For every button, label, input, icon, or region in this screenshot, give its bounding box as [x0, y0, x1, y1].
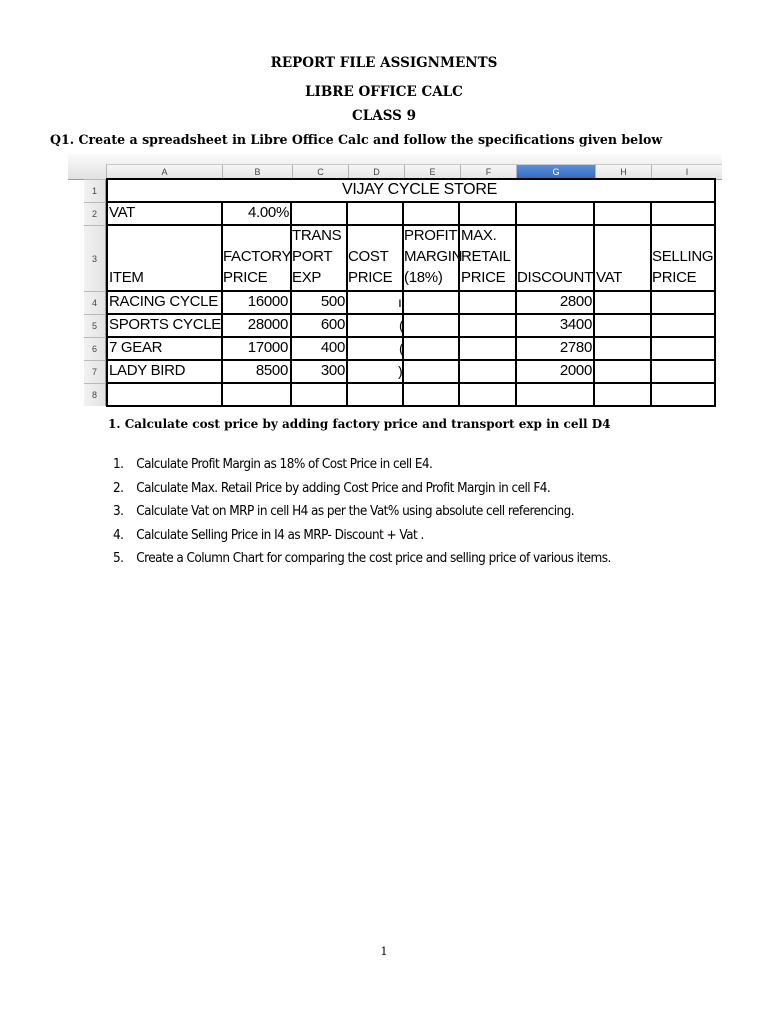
- column-header-e: E: [404, 164, 460, 179]
- column-header-a: A: [106, 164, 222, 179]
- transport-exp-cell: 500: [320, 293, 345, 310]
- heading-trans-line1: TRANS: [292, 227, 342, 244]
- cell-edge-mark: (: [399, 340, 404, 356]
- step-number: 4.: [113, 527, 124, 543]
- discount-cell: 2000: [559, 362, 592, 379]
- transport-exp-cell: 400: [320, 339, 345, 356]
- row-header-7: 7: [84, 360, 106, 383]
- grid-line: [515, 201, 517, 407]
- grid-line: [221, 201, 223, 407]
- heading-factory-line2: PRICE: [223, 269, 268, 286]
- item-cell: SPORTS CYCLE: [109, 316, 221, 333]
- heading-profit-line1: PROFIT: [404, 227, 458, 244]
- column-header-b: B: [222, 164, 292, 179]
- heading-discount: DISCOUNT: [517, 269, 593, 286]
- step-text: Create a Column Chart for comparing the cost price and selling price of various items.: [136, 551, 611, 566]
- heading-factory-line1: FACTORY: [223, 248, 292, 265]
- grid-line: [106, 178, 108, 407]
- heading-max-line2: RETAIL: [461, 248, 511, 265]
- heading-vat: VAT: [596, 269, 623, 286]
- transport-exp-cell: 300: [320, 362, 345, 379]
- step-number: 1.: [113, 457, 124, 472]
- cell-edge-mark: ): [398, 363, 403, 379]
- grid-line: [650, 201, 652, 407]
- question-text: Q1. Create a spreadsheet in Libre Office Calc and follow the specifications given below: [50, 132, 663, 147]
- step-text: Calculate Vat on MRP in cell H4 as per the Vat% using absolute cell referencing.: [136, 504, 575, 519]
- grid-line: [106, 178, 716, 180]
- heading-cost-line2: PRICE: [348, 269, 393, 286]
- spreadsheet-image: [68, 154, 722, 411]
- column-header-g: G: [516, 164, 595, 179]
- discount-cell: 2780: [559, 339, 592, 356]
- cell-edge-mark: (: [399, 317, 404, 333]
- step-text: Calculate Max. Retail Price by adding Cost Price and Profit Margin in cell F4.: [136, 480, 551, 496]
- heading-selling-line2: PRICE: [652, 269, 697, 286]
- page-number: 1: [380, 945, 388, 958]
- heading-selling-line1: SELLING: [652, 248, 714, 265]
- factory-price-cell: 16000: [247, 293, 288, 310]
- heading-profit-line2: MARGIN: [404, 248, 463, 265]
- transport-exp-cell: 600: [320, 316, 345, 333]
- grid-line: [714, 178, 716, 407]
- item-cell: LADY BIRD: [109, 362, 186, 379]
- grid-line: [106, 313, 716, 315]
- column-header-f: F: [460, 164, 516, 179]
- grid-line: [106, 405, 716, 407]
- grid-line: [106, 201, 716, 203]
- item-cell: RACING CYCLE: [109, 293, 218, 310]
- grid-line: [106, 336, 716, 338]
- grid-line: [106, 224, 716, 226]
- column-header-i: I: [651, 164, 722, 179]
- store-title-cell: VIJAY CYCLE STORE: [342, 181, 497, 198]
- column-header-d: D: [348, 164, 404, 179]
- column-header-h: H: [595, 164, 651, 179]
- heading-trans-line3: EXP: [292, 269, 322, 286]
- row-header-3: 3: [84, 225, 106, 291]
- factory-price-cell: 8500: [255, 362, 288, 379]
- instruction-list: [113, 457, 611, 575]
- heading-profit-line3: (18%): [404, 269, 443, 286]
- heading-max-line3: PRICE: [461, 269, 506, 286]
- list-item: [113, 528, 611, 552]
- step-number: 2.: [113, 480, 124, 496]
- step-text: Calculate Profit Margin as 18% of Cost Price in cell E4.: [136, 457, 433, 472]
- cell-edge-mark: ı: [398, 294, 402, 310]
- heading-item: ITEM: [109, 269, 144, 286]
- list-item: [113, 504, 611, 528]
- report-title: REPORT FILE ASSIGNMENTS: [270, 55, 498, 71]
- step-number: 3.: [113, 504, 124, 519]
- column-header-c: C: [292, 164, 348, 179]
- factory-price-cell: 17000: [247, 339, 288, 356]
- heading-trans-line2: PORT: [292, 248, 333, 265]
- row-header-8: 8: [84, 383, 106, 406]
- grid-line: [458, 201, 460, 407]
- vat-value-cell: 4.00%: [247, 204, 289, 221]
- item-cell: 7 GEAR: [109, 339, 163, 356]
- list-item: [113, 481, 611, 505]
- heading-max-line1: MAX.: [461, 227, 497, 244]
- grid-line: [346, 201, 348, 407]
- heading-cost-line1: COST: [348, 248, 389, 265]
- step-text: Calculate Selling Price in I4 as MRP- Discount + Vat .: [136, 527, 424, 543]
- row-header-4: 4: [84, 291, 106, 314]
- discount-cell: 2800: [559, 293, 592, 310]
- grid-line: [106, 290, 716, 292]
- factory-price-cell: 28000: [247, 316, 288, 333]
- list-item: [113, 457, 611, 481]
- step-number: 5.: [113, 551, 124, 566]
- row-header-2: 2: [84, 202, 106, 225]
- row-header-6: 6: [84, 337, 106, 360]
- row-header-1: 1: [84, 179, 106, 202]
- grid-line: [106, 359, 716, 361]
- list-item: [113, 551, 611, 575]
- class-label: CLASS 9: [351, 108, 416, 124]
- grid-line: [106, 382, 716, 384]
- vat-label-cell: VAT: [109, 204, 136, 221]
- discount-cell: 3400: [559, 316, 592, 333]
- row-header-5: 5: [84, 314, 106, 337]
- first-instruction: 1. Calculate cost price by adding factory price and transport exp in cell D4: [108, 417, 611, 431]
- grid-line: [593, 201, 595, 407]
- report-subtitle: LIBRE OFFICE CALC: [305, 84, 463, 100]
